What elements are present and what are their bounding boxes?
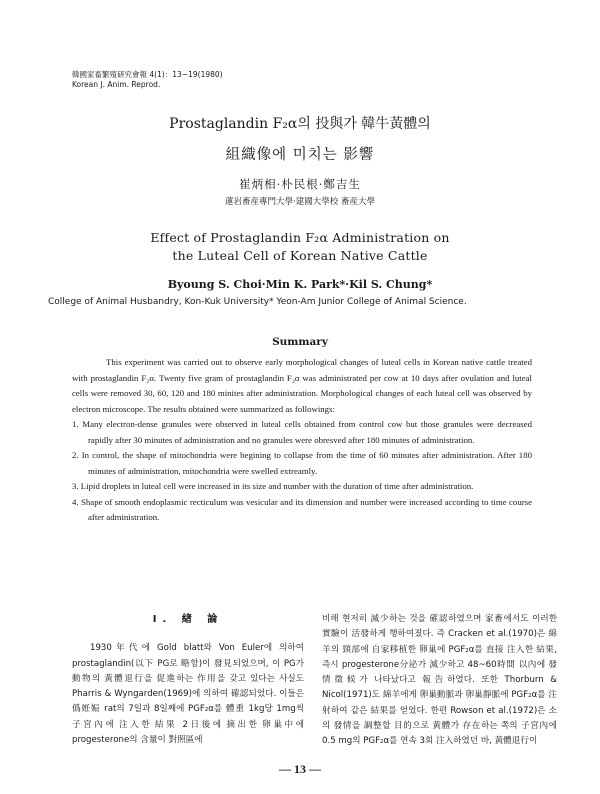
page-number: — 13 —: [279, 762, 321, 776]
body-column-left: [72, 612, 304, 748]
summary-item-2: 2. In control, the shape of mitochondria were begining to collapse from the time of 60 minutes after administration. After 180 minutes of administration, mitochondria were swelled extreamly.: [72, 450, 532, 476]
summary-item-4: 4. Shape of smooth endoplasmic recticulum was vesicular and its dimension and number were increased according to time course after administration.: [72, 496, 532, 522]
journal-citation-en: Korean J. Anim. Reprod.: [72, 80, 161, 89]
introduction-paragraph-left: 1930年代에 Gold blatt와 Von Euler에 의하여 prostaglandin(以下 PG로 略함)이 發見되었으며, 이 PG가 動物의 黃體退行을 促進하는 作用을 갖고 있다는 사실도 Pharris & Wyngarden(1969)에 의하여 確認되었다. 이들은 僞姙娠 rat의 7일과 8일째에 PGF₂α를 體重 1kg당 1mg씩 子宮內에 注入한 結果 2日後에 摘出한 卵巢中에 progesterone의 含量이 對照區에: [72, 643, 304, 746]
introduction-paragraph-right: 비해 현저히 減少하는 것을 確認하였으며 家畜에서도 이러한 實驗이 活發하게 행하여졌다. 즉 Cracken et al.(1970)은 綿羊의 頸部에 自家移植한 卵巢에 PGF₂α를 直接 注入한 結果, 즉시 progesterone分泌가 減少하고 48~60時間 以內에 發情徵候가 나타났다고 報告하였다. 또한 Thorburn & Nicol(1971)도 綿羊에게 卵巢動脈과 卵巢靜脈에 PGF₂α를 注射하여 같은 結果를 얻었다. 한편 Rowson et al.(1972)은 소의 發情을 調整할 目的으로 黃體가 存在하는 쪽의 子宮內에 0.5 mg의 PGF₂α를 연속 3회 注入하였던 바, 黃體退行이: [322, 614, 557, 747]
journal-citation: [72, 70, 223, 90]
title-english-line1: Effect of Prostaglandin F₂α Administration on: [150, 230, 450, 245]
summary-heading: Summary: [272, 336, 328, 348]
section-heading-introduction: I. 緖 論: [152, 614, 224, 625]
affiliation-korean: 蓮岩畜産專門大學·建國大學校 畜産大學: [225, 197, 375, 207]
title-korean-line1: Prostaglandin F₂α의 投與가 韓牛黃體의: [169, 116, 431, 132]
summary-item-1: 1. Many electron-dense granules were observed in luteal cells obtained from control cow but those granules were decreased rapidly after 30 minutes of administration and no granules were obresved after 180 minutes of administration.: [72, 419, 532, 445]
summary-abstract: [72, 355, 532, 526]
title-korean-line2: 組織像에 미치는 影響: [225, 147, 375, 163]
title-english-line2: the Luteal Cell of Korean Native Cattle: [172, 248, 428, 263]
summary-intro: This experiment was carried out to observe early morphological changes of luteal cells in Korean native cattle treated with prostaglandin F₂α. Twenty five gram of prostaglandin F₂α was administrated per cow at 10 days after ovulation and luteal cells were removed 30, 60, 120 and 180 minites after administration. Morphological changes of each luteal cell was observed by electron microscope. The results obtained were summarized as followings:: [72, 357, 532, 414]
affiliation-english: College of Animal Husbandry, Kon-Kuk University* Yeon-Am Junior College of Animal Science.: [48, 297, 467, 307]
summary-item-3: 3. Lipid droplets in luteal cell were increased in its size and number with the duration of time after administration.: [72, 481, 474, 491]
body-column-right: [322, 612, 557, 750]
authors-english: Byoung S. Choi·Min K. Park*·Kil S. Chung*: [167, 278, 433, 291]
journal-citation-ko: 韓國家畜繁殖研究會報 4(1)：13~19(1980): [72, 70, 223, 79]
authors-korean: 崔炳相·朴民根·鄭吉生: [239, 177, 361, 191]
